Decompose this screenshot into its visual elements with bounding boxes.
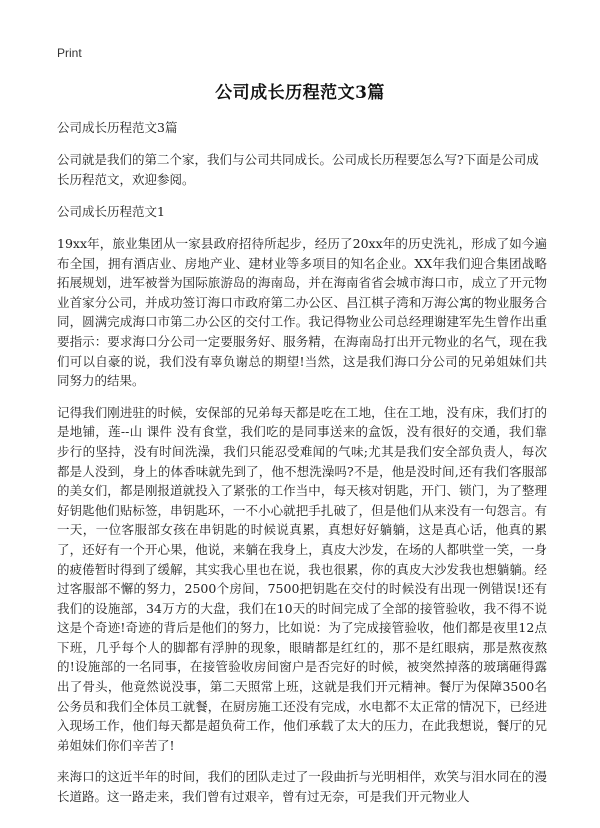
- document-title: 公司成长历程范文3篇: [215, 83, 385, 103]
- body-paragraph: 记得我们刚进驻的时候，安保部的兄弟每天都是吃在工地，住在工地，没有床，我们打的是地铺，莲--山 课件 没有食堂，我们吃的是同事送来的盒饭，没有很好的交通，我们靠步行的坚持，没有时间洗澡，我们只能忍受难闻的气味;尤其是我们安全部负责人，每次都是人没到，身上的体香味就先到了，他不想洗澡吗?不是，他是没时间,还有我们客服部的美女们，都是刚报道就投入了紧张的工作当中，每天核对钥匙，开门、锁门，为了整理好钥匙他们贴标签，串钥匙环，一不小心就把手扎破了，但是他们从来没有一句怨言。有一天，一位客服部女孩在串钥匙的时候说真累，真想好好躺躺，这是真心话，他真的累了，还好有一个开心果，他说，来躺在我身上，真皮大沙发，在场的人都哄堂一笑，一身的疲倦暂时得到了缓解，其实我心里也在说，我也很累，你的真皮大沙发我也想躺躺。经过客服部不懈的努力，2500个房间，7500把钥匙在交付的时候没有出现一例错误!还有我们的设施部，34万方的大盘，我们在10天的时间完成了全部的接管验收，我不得不说这是个奇迹!奇迹的背后是他们的努力，比如说：为了完成接管验收，他们都是夜里12点下班，几乎每个人的脚都有浮肿的现象，眼睛都是红红的，那不是红眼病，那是熬夜熬的!设施部的一名同事，在接管验收房间窗户是否完好的时候，被突然掉落的玻璃砸得露出了骨头，他竟然说没事，第二天照常上班，这就是我们开元精神。餐厅为保障3500名公务员和我们全体员工就餐，在厨房施工还没有完成，水电都不太正常的情况下，已经进入现场工作，他们每天都是超负荷工作，他们承载了太大的压力，在此我想说，餐厅的兄弟姐妹们你们辛苦了!: [57, 404, 547, 753]
- document-subtitle: 公司成长历程范文3篇: [57, 120, 178, 135]
- body-paragraph: 19xx年，旅业集团从一家县政府招待所起步，经历了20xx年的历史洗礼，形成了如今遍布全国，拥有酒店业、房地产业、建材业等多项目的知名企业。XX年我们迎合集团战略拓展规划，进军被誉为国际旅游岛的海南岛，并在海南省省会城市海口市，成立了开元物业首家分公司，并成功签订海口市政府第二办公区、昌江棋子湾和万海公寓的物业服务合同，圆满完成海口市第二办公区的交付工作。我记得物业公司总经理谢建军先生曾作出重要指示：要求海口分公司一定要服务好、服务精，在海南岛打出开元物业的名气，现在我们可以自豪的说，我们没有辜负谢总的期望!当然，这是我们海口分公司的兄弟姐妹们共同努力的结果。: [57, 236, 547, 389]
- section-heading: 公司成长历程范文1: [57, 204, 165, 219]
- print-link[interactable]: Print: [57, 46, 82, 60]
- document-body: [57, 118, 547, 819]
- body-paragraph: 来海口的这近半年的时间，我们的团队走过了一段曲折与光明相伴，欢笑与泪水同在的漫长道路。这一路走来，我们曾有过艰辛，曾有过无奈，可是我们开元物业人: [57, 769, 547, 805]
- intro-paragraph: 公司就是我们的第二个家，我们与公司共同成长。公司成长历程要怎么写?下面是公司成长历程范文，欢迎参阅。: [57, 152, 539, 187]
